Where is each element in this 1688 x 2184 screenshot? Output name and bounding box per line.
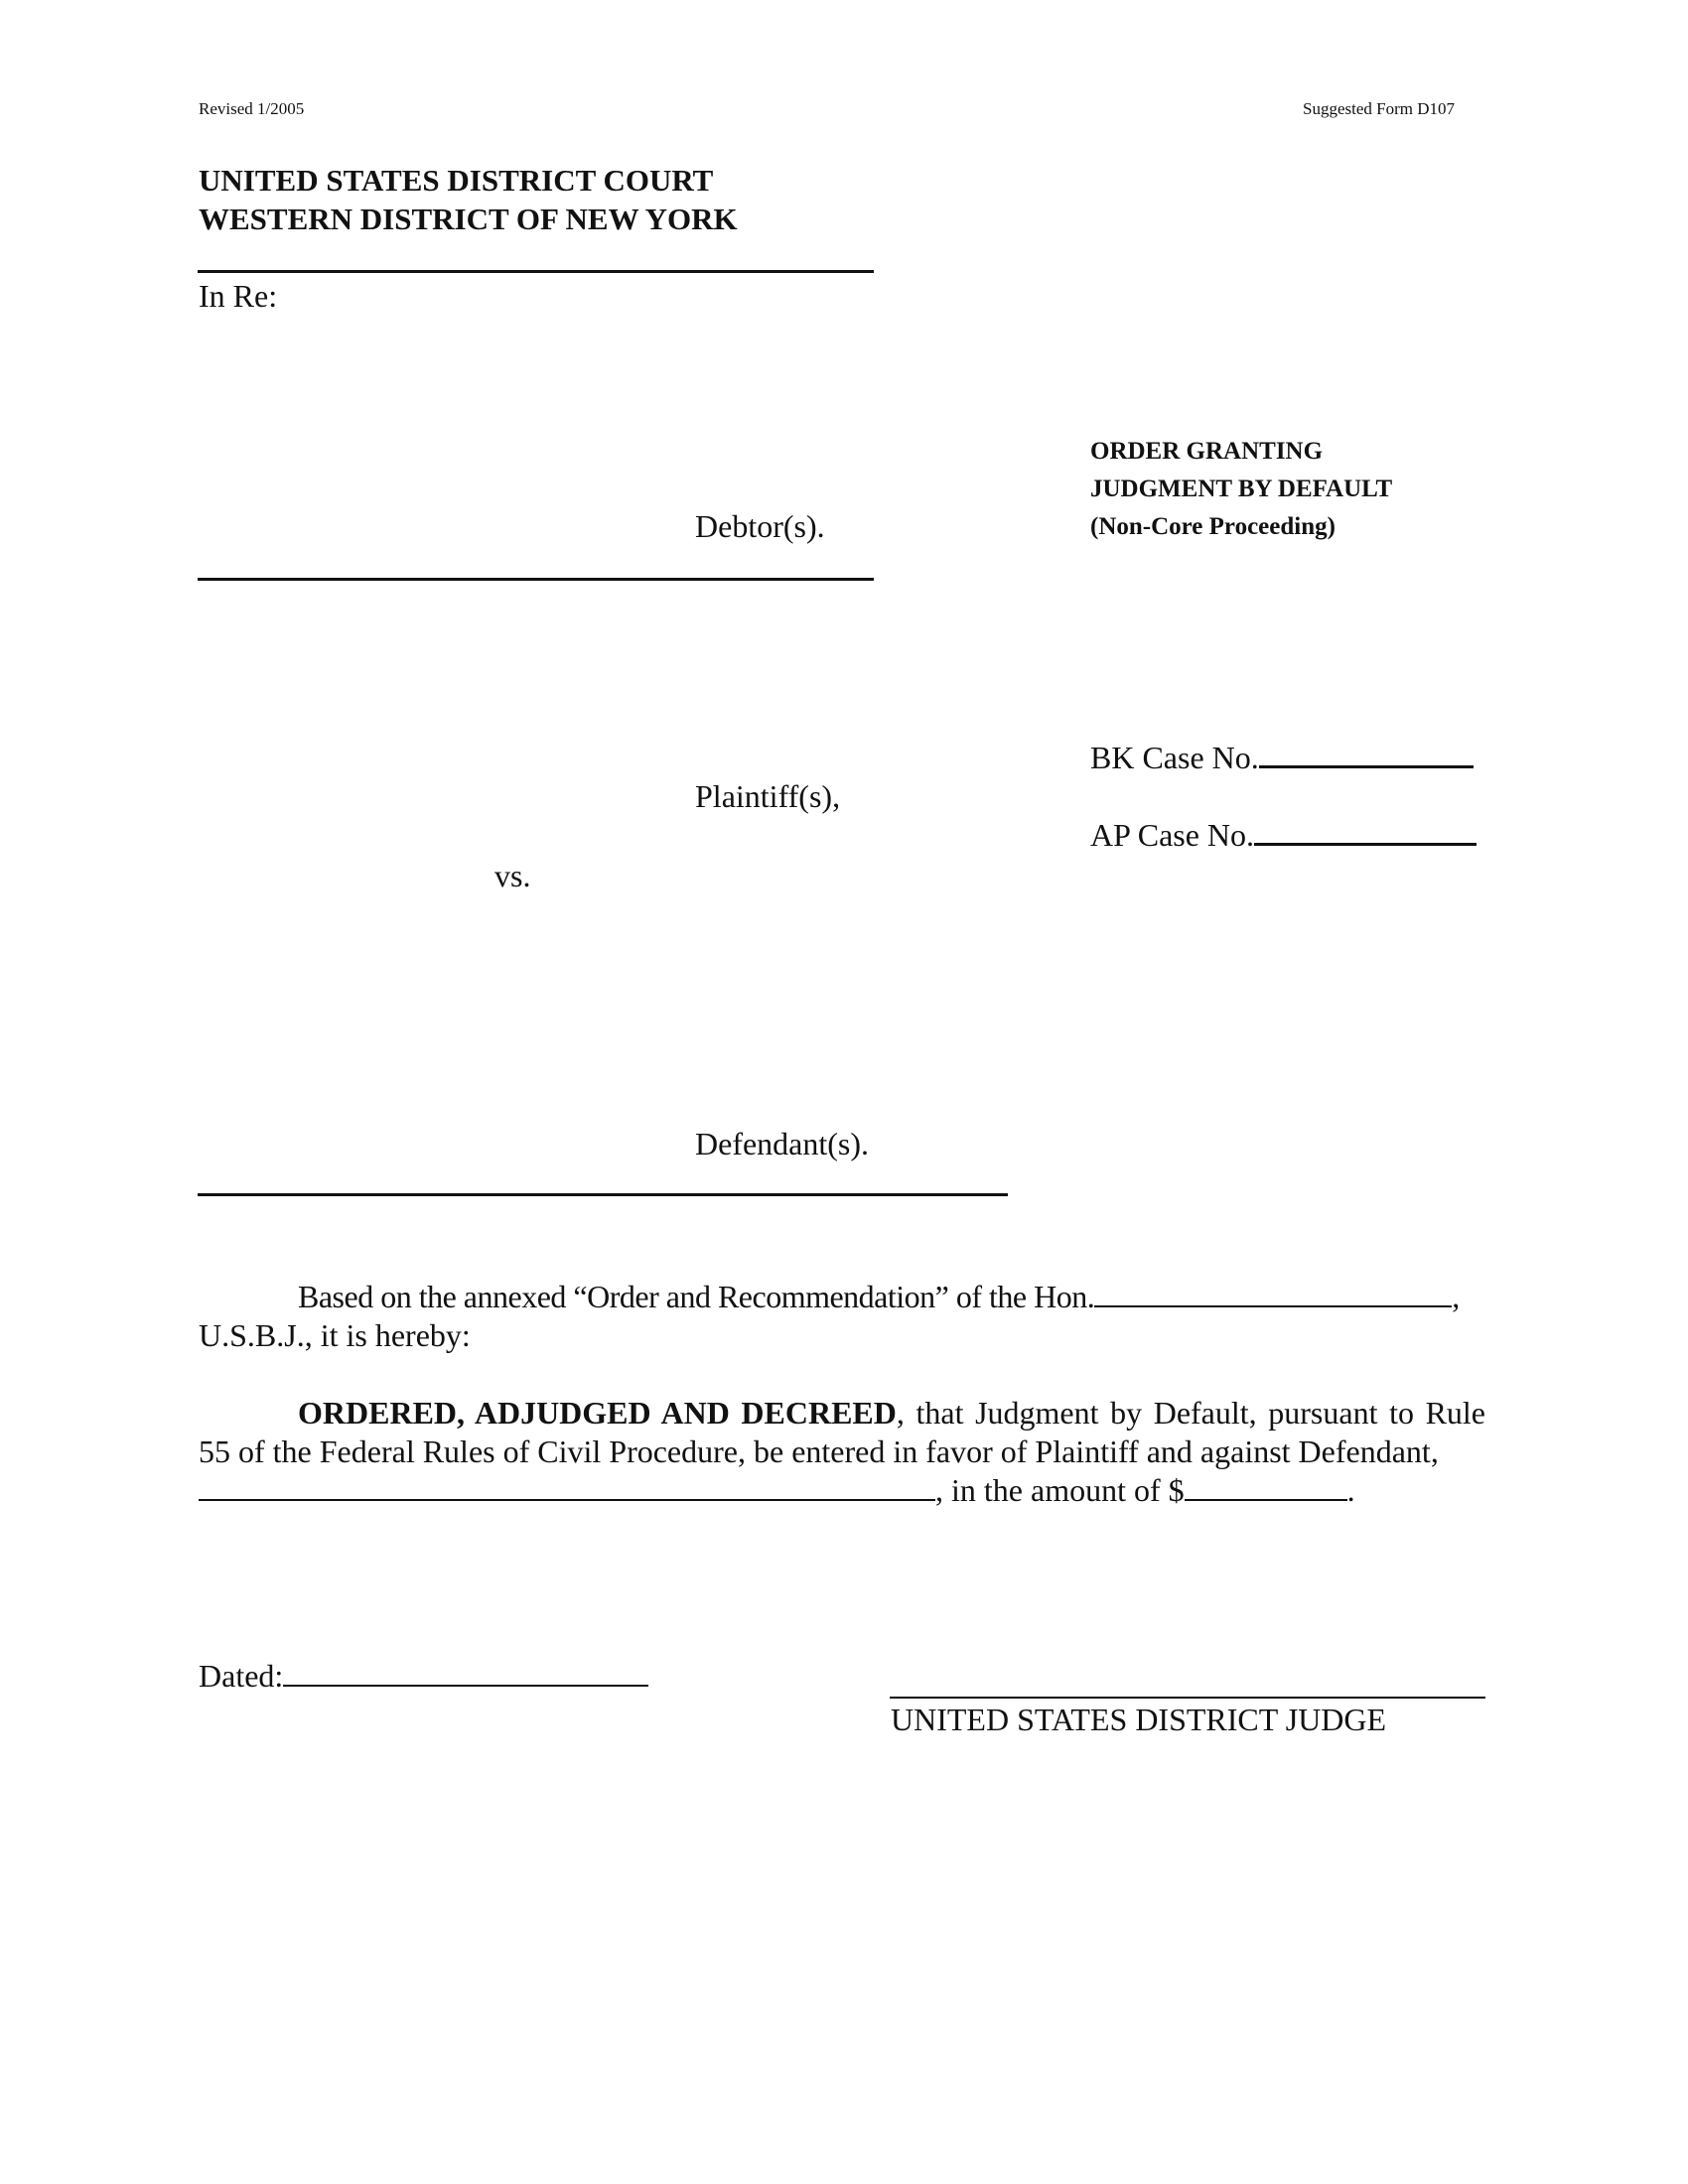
recommendation-comma: , <box>1452 1279 1461 1314</box>
decree-amount-line <box>199 1471 1485 1510</box>
debtor-label: Debtor(s). <box>695 508 825 544</box>
recommendation-line1 <box>199 1278 1485 1316</box>
decree-period: . <box>1346 1472 1355 1508</box>
court-name-line2: WESTERN DISTRICT OF NEW YORK <box>199 202 738 236</box>
amount-text: , in the amount of $ <box>935 1472 1185 1508</box>
judge-signature-line[interactable] <box>890 1697 1485 1699</box>
caption-bottom-rule <box>198 1193 1008 1196</box>
decree-text: , that Judgment by Default, pursuant to Rule 55 of the Federal Rules of Civil Procedure, be entered in favor of Plaintiff and against Defendant, <box>199 1395 1486 1469</box>
vs-label: vs. <box>494 858 531 893</box>
order-title-line2: JUDGMENT BY DEFAULT <box>1090 476 1393 502</box>
judge-name-blank[interactable] <box>1094 1304 1452 1307</box>
defendant-name-blank[interactable] <box>199 1498 935 1501</box>
recommendation-line2: U.S.B.J., it is hereby: <box>199 1317 471 1353</box>
ap-case-number <box>1090 817 1477 854</box>
debtor-rule <box>198 578 874 581</box>
dated-label: Dated: <box>199 1658 284 1694</box>
court-name-line1: UNITED STATES DISTRICT COURT <box>199 163 714 198</box>
bk-case-blank[interactable] <box>1259 764 1474 768</box>
revision-note: Revised 1/2005 <box>199 99 305 118</box>
judge-title: UNITED STATES DISTRICT JUDGE <box>891 1702 1387 1737</box>
recommendation-text: Based on the annexed “Order and Recommendation” of the Hon. <box>298 1279 1095 1314</box>
ap-case-label: AP Case No. <box>1090 817 1255 853</box>
defendant-label: Defendant(s). <box>695 1126 870 1161</box>
decree-bold-text: ORDERED, ADJUDGED AND DECREED <box>298 1395 897 1431</box>
decree-text-block <box>199 1394 1485 1471</box>
decree-paragraph <box>199 1394 1485 1510</box>
date-blank[interactable] <box>283 1684 648 1687</box>
caption-top-rule <box>198 270 874 273</box>
bk-case-number <box>1090 740 1474 776</box>
amount-blank[interactable] <box>1185 1498 1347 1501</box>
plaintiff-label: Plaintiff(s), <box>695 778 841 814</box>
in-re-label: In Re: <box>199 278 278 314</box>
form-number: Suggested Form D107 <box>1303 99 1455 118</box>
dated-line <box>199 1658 648 1695</box>
order-title-line3: (Non-Core Proceeding) <box>1090 513 1336 540</box>
bk-case-label: BK Case No. <box>1090 740 1259 775</box>
ap-case-blank[interactable] <box>1254 842 1477 846</box>
recommendation-paragraph <box>199 1278 1485 1355</box>
order-title-line1: ORDER GRANTING <box>1090 438 1324 465</box>
court-name <box>199 161 738 238</box>
order-title <box>1090 433 1392 546</box>
